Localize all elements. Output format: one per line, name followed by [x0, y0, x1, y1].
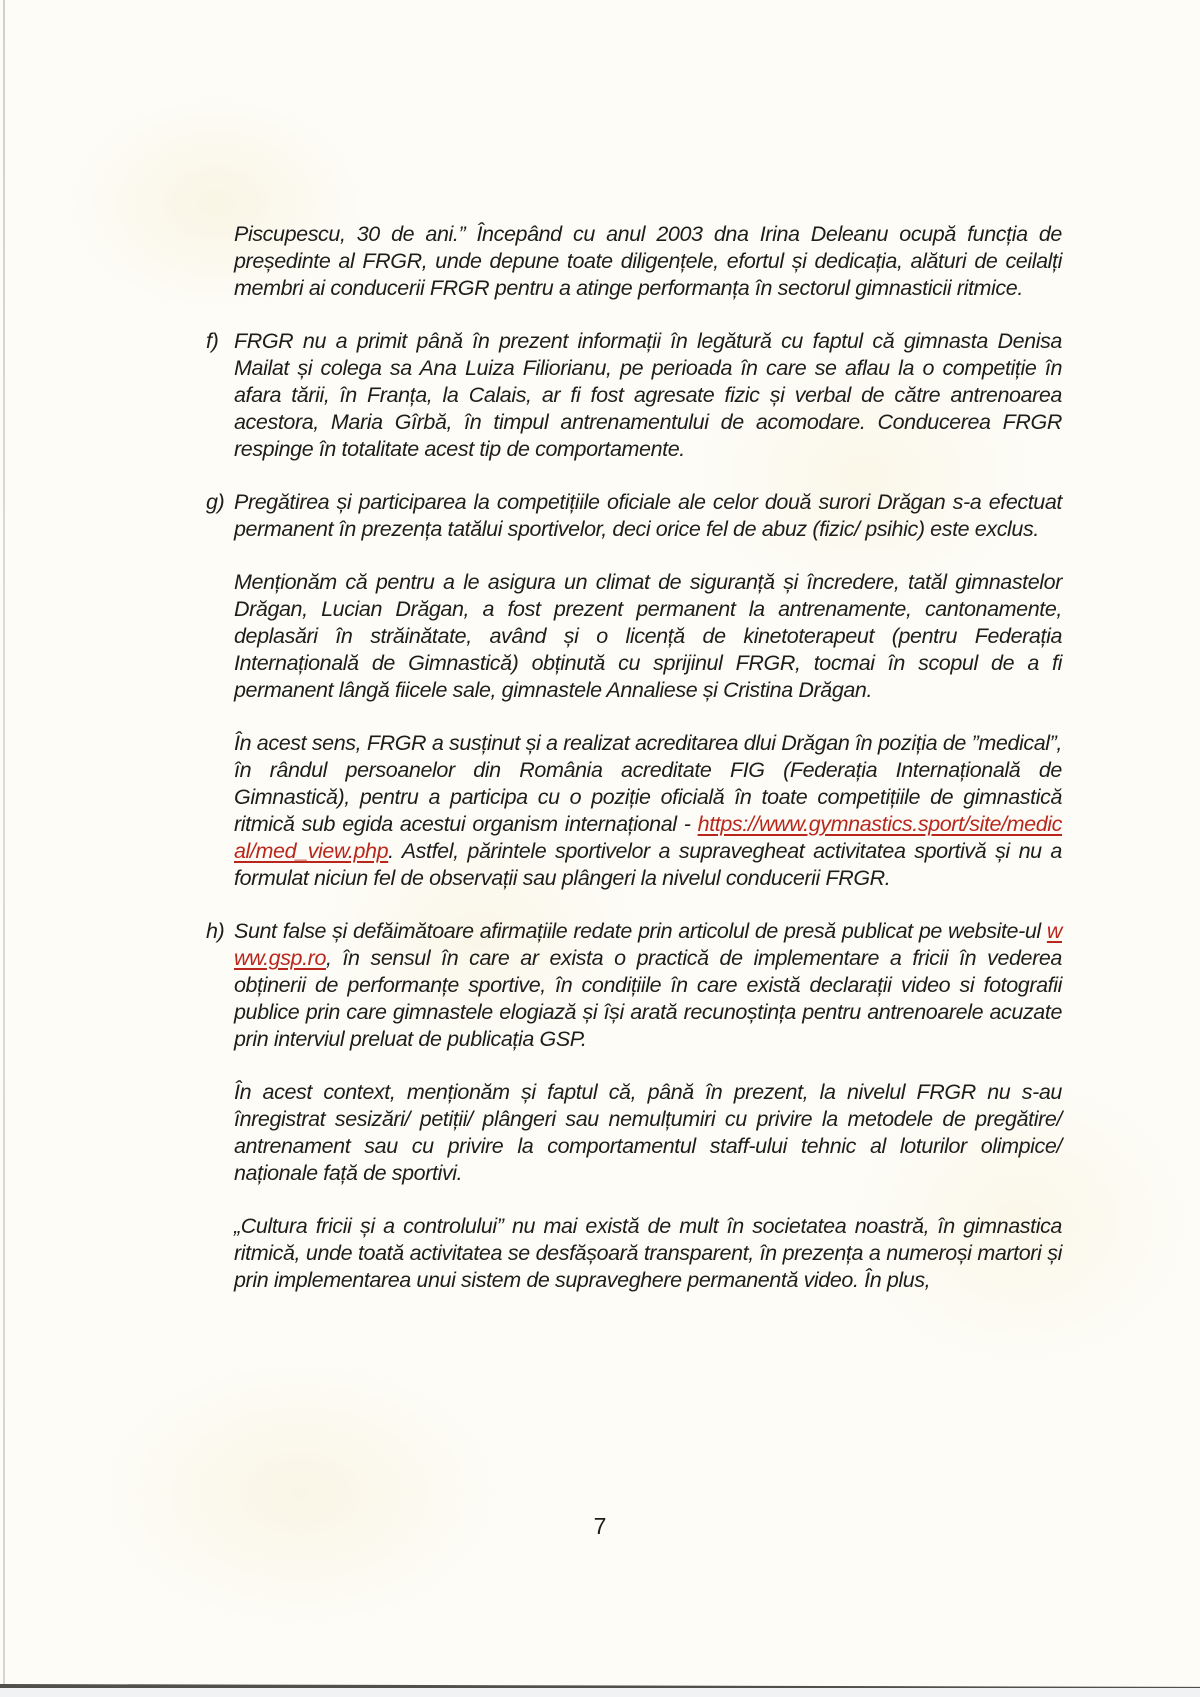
gsp-link[interactable]: www.gsp.ro — [234, 919, 1062, 970]
paragraph-intro: Piscupescu, 30 de ani.” Începând cu anul 2003 dna Irina Deleanu ocupă funcția de președinte al FRGR, unde depune toate diligențele, efortul și dedicația, alături de ceilalți membri ai conducerii FRGR pentru a atinge performanța în sectorul gimnasticii ritmice. — [234, 222, 1062, 300]
page-number: 7 — [593, 1513, 607, 1539]
scan-left-edge-line — [3, 0, 5, 1684]
item-body-h — [234, 918, 1062, 1294]
paragraph-text: În acest sens, FRGR a susținut și a realizat acreditarea dlui Drăgan în poziția de ”medical”, în rândul persoanelor din România acreditate FIG (Federația Internațională de Gimnastică), pentru a participa cu o poziție oficială în toate competițiile de gimnastică ritmică sub egida acestui organism internațional - — [234, 731, 1062, 836]
item-body-f — [234, 328, 1062, 463]
item-body-g — [234, 489, 1062, 892]
list-item-g — [204, 489, 1062, 892]
list-item-h — [204, 918, 1062, 1294]
paragraph: FRGR nu a primit până în prezent informații în legătură cu faptul că gimnasta Denisa Mailat și colega sa Ana Luiza Filiorianu, pe perioada în care se aflau la o competiție în afara tării, în Franța, la Calais, ar fi fost agresate fizic și verbal de către antrenoarea acestora, Maria Gîrbă, în timpul antrenamentului de acomodare. Conducerea FRGR respinge în totalitate acest tip de comportamente. — [234, 329, 1062, 461]
gymnastics-medical-link[interactable]: https://www.gymnastics.sport/site/medical/med_view.php — [234, 812, 1062, 863]
paragraph-with-link — [234, 730, 1062, 892]
paragraph: Menționăm că pentru a le asigura un climat de siguranță și încredere, tatăl gimnastelor Drăgan, Lucian Drăgan, a fost prezent permanent la antrenamente, cantonamente, deplasări în străinătate, având și o licență de kinetoterapeut (pentru Federația Internațională de Gimnastică) obținută cu sprijinul FRGR, tocmai în scopul de a fi permanent lângă fiicele sale, gimnastele Annaliese și Cristina Drăgan. — [234, 570, 1062, 702]
paragraph-text: Sunt false și defăimătoare afirmațiile redate prin articolul de presă publicat pe website-ul — [234, 919, 1047, 943]
paragraph-with-link — [234, 918, 1062, 1053]
item-label-f: f) — [206, 329, 219, 353]
paragraph: Pregătirea și participarea la competițiile oficiale ale celor două surori Drăgan s-a efectuat permanent în prezența tatălui sportivelor, deci orice fel de abuz (fizic/ psihic) este exclus. — [234, 490, 1062, 541]
paragraph-text: , în sensul în care ar exista o practică de implementare a fricii în vederea obținerii de performanțe sportive, în condițiile în care există declarații video si fotografii publice prin care gimnastele elogiază și își arată recunoștința pentru antrenoarele acuzate prin interviul preluat de publicația GSP. — [234, 946, 1062, 1051]
scan-below-strip — [0, 1688, 1200, 1697]
document-content — [204, 221, 1062, 1320]
item-label-h: h) — [206, 919, 225, 943]
list-item-f — [204, 328, 1062, 463]
paragraph: În acest context, menționăm și faptul că, până în prezent, la nivelul FRGR nu s-au înregistrat sesizări/ petiții/ plângeri sau nemulțumiri cu privire la metodele de pregătire/ antrenament sau cu privire la comportamentul staff-ului tehnic al loturilor olimpice/ naționale față de sportivi. — [234, 1080, 1062, 1185]
paragraph-text: . Astfel, părintele sportivelor a supravegheat activitatea sportivă și nu a formulat niciun fel de observații sau plângeri la nivelul conducerii FRGR. — [234, 839, 1062, 890]
paragraph: „Cultura fricii și a controlului” nu mai există de mult în societatea noastră, în gimnastica ritmică, unde toată activitatea se desfășoară transparent, în prezența a numeroși martori și prin implementarea unui sistem de supraveghere permanentă video. În plus, — [234, 1214, 1062, 1292]
item-label-g: g) — [206, 490, 225, 514]
